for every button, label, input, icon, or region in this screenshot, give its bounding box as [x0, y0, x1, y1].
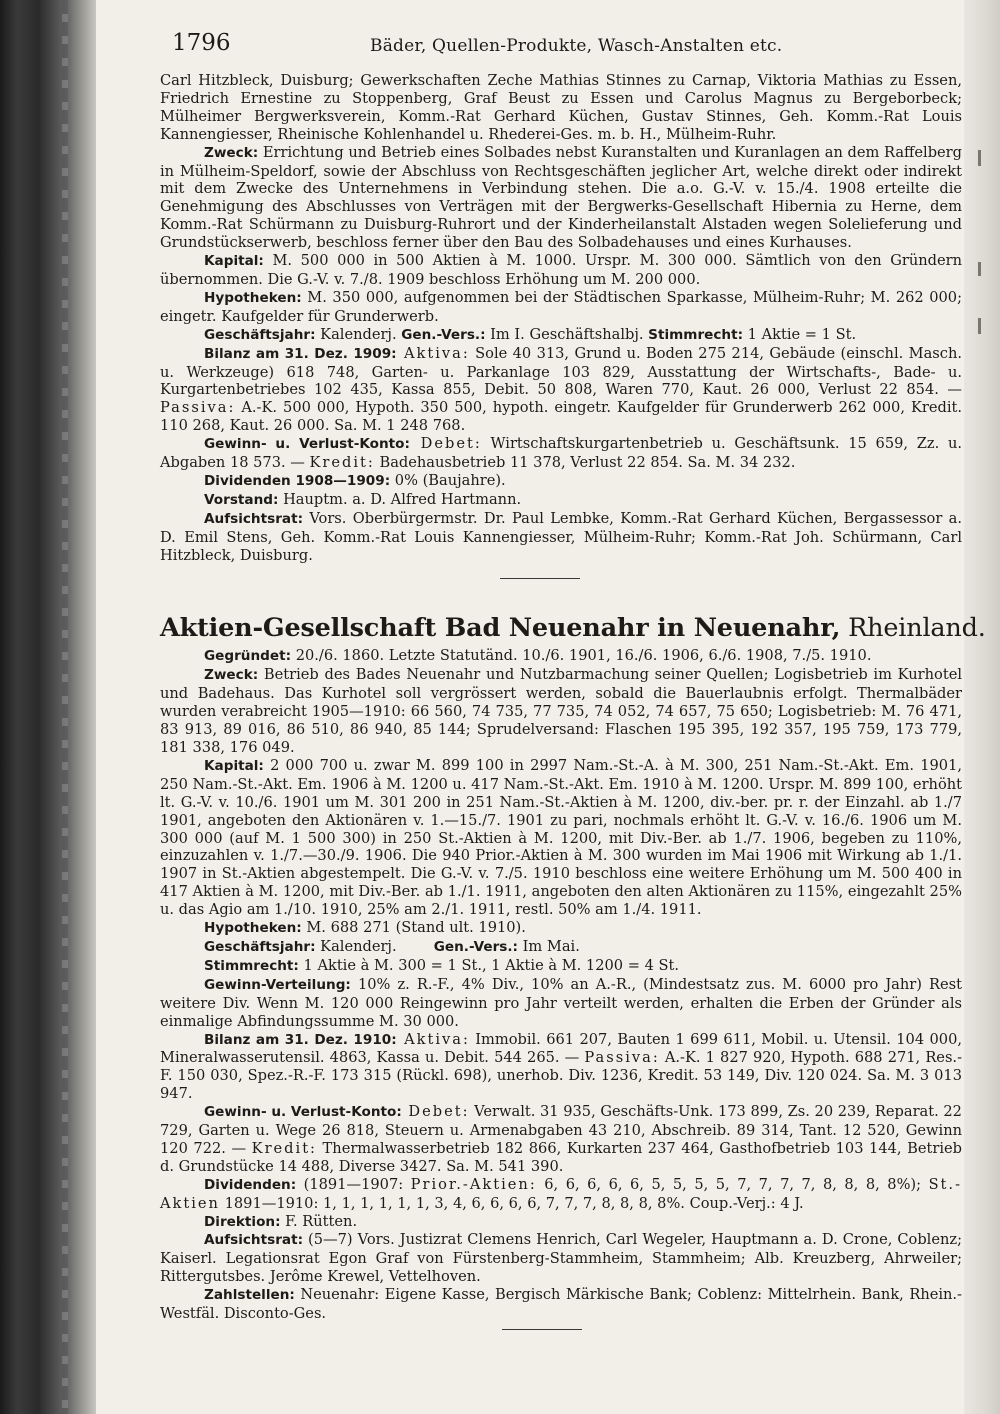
founders-list: Carl Hitzbleck, Duisburg; Gewerkschaften Zeche Mathias Stinnes zu Carnap, Viktoria Mathias zu Essen, Friedrich Ernestine zu Stoppenberg, Graf Beust zu Essen und Carolus Magnus zu Bergeborbeck; Mülheimer Bergwerksverein, Komm.-Rat Gerhard Küchen, Gustav Stinnes, Geh. Komm.-Rat Louis Kannengiesser, Rheinische Kohlenhandel u. Rhederei-Ges. m. b. H., Mülheim-Ruhr.	[160, 72, 962, 143]
label-gewinn-verlust: Gewinn- u. Verlust-Konto:	[204, 436, 410, 453]
section-aufsichtsrat	[160, 510, 962, 565]
text-stimmrecht: 1 Aktie = 1 St.	[743, 325, 857, 343]
label-gen-vers: Gen.-Vers.:	[401, 326, 486, 343]
label-kredit-2: Kredit:	[251, 1139, 317, 1157]
text-zahlstellen: Neuenahr: Eigene Kasse, Bergisch Märkische Bank; Coblenz: Mittelrhein. Bank, Rhein.-Westfäl. Disconto-Ges.	[160, 1286, 962, 1323]
label-stimmrecht: Stimmrecht:	[648, 326, 744, 343]
label-aufsichtsrat-2: Aufsichtsrat:	[204, 1232, 303, 1249]
end-separator-rule	[502, 1329, 582, 1330]
book-binding	[0, 0, 96, 1414]
label-prior-aktien: Prior.-Aktien:	[410, 1175, 537, 1193]
page-right-edge	[964, 0, 1000, 1414]
document-page	[160, 28, 986, 1388]
label-geschaeftsjahr-2: Geschäftsjahr:	[204, 938, 316, 955]
section-direktion	[160, 1213, 962, 1232]
label-passiva: Passiva:	[160, 399, 236, 417]
text-kredit-2: Thermalwasserbetrieb 182 866, Kurkarten 237 464, Gasthofbetrieb 103 144, Betrieb d. Grundstücke 14 488, Diverse 3427. Sa. M. 541 390.	[160, 1139, 962, 1175]
text-kapital-2: 2 000 700 u. zwar M. 899 100 in 2997 Nam.-St.-A. à M. 300, 251 Nam.-St.-Akt. Em. 1901, 250 Nam.-St.-Akt. Em. 1906 à M. 1200 u. 417 Nam.-St.-Akt. Em. 1910 à M. 1200. Urspr. M. 899 100, erhöht lt. G.-V. v. 10./6. 1901 um M. 301 200 in 251 Nam.-St.-Aktien à M. 1200, div.-ber. pr. r. der Einzahl. ab 1./7 1901, angeboten den Aktionären v. 1.—15./7. 1901 zu pari, nochmals erhöht lt. G.-V. v. 16./6. 1906 um M. 300 000 (auf M. 1 500 300) in 250 St.-Aktien à M. 1200, mit Div.-Ber. ab 1./7. 1906, begeben zu 110%, einzuzahlen v. 1./7.—30./9. 1906. Die 940 Prior.-Aktien à M. 300 wurden im Mai 1906 mit Wirkung ab 1./1. 1907 in St.-Aktien abgestempelt. Die G.-V. v. 7./5. 1910 beschloss eine weitere Erhöhung um M. 500 400 in 417 Aktien à M. 1200, mit Div.-Ber. ab 1./1. 1911, angeboten den alten Aktionären zu 115%, eingezahlt 25% u. das Agio am 1./10. 1910, 25% am 2./1. 1911, restl. 50% am 1./4. 1911.	[160, 756, 962, 919]
text-gewinn-verteilung: 10% z. R.-F., 4% Div., 10% an A.-R., (Mindestsatz zus. M. 6000 pro Jahr) Rest weitere Div. Wenn M. 120 000 Reingewinn pro Jahr verteilt werden, erhalten die Erben der Gründer als einmalige Abfindungssumme M. 30 000.	[160, 975, 962, 1030]
label-geschaeftsjahr: Geschäftsjahr:	[204, 326, 316, 343]
text-aufsichtsrat-2: (5—7) Vors. Justizrat Clemens Henrich, Carl Wegeler, Hauptmann a. D. Crone, Coblenz; Kaiserl. Legationsrat Egon Graf von Fürstenberg-Stammheim, Stammheim; Alb. Kreuzberg, Ahrweiler; Rittergutsbes. Jerôme Krewel, Vettelhoven.	[160, 1231, 962, 1286]
text-zweck-2: Betrieb des Bades Neuenahr und Nutzbarmachung seiner Quellen; Logisbetrieb im Kurhotel und Badehaus. Das Kurhotel soll vergrössert werden, sobald die Bauerlaubnis erfolgt. Thermalbäder wurden verabreicht 1905—1910: 66 560, 74 735, 77 735, 74 052, 74 657, 75 650; Logisbetrieb: M. 76 471, 83 913, 89 016, 86 510, 86 940, 85 144; Sprudelversand: Flaschen 195 395, 192 357, 195 759, 173 779, 181 338, 176 049.	[160, 666, 962, 756]
text-passiva-2: A.-K. 1 827 920, Hypoth. 688 271, Res.-F. 150 030, Spez.-R.-F. 173 315 (Rückl. 698), unerhob. Div. 1236, Kredit. 53 149, Div. 120 024. Sa. M. 3 013 947.	[160, 1049, 963, 1103]
label-gen-vers-2: Gen.-Vers.:	[433, 938, 518, 955]
text-zweck: Errichtung und Betrieb eines Solbades nebst Kuranstalten und Kuranlagen an dem Raffelberg in Mülheim-Speldorf, sowie der Abschluss von Rechtsgeschäften jeglicher Art, welche direkt oder indirekt mit dem Zwecke des Unternehmens in Verbindung stehen. Die a.o. G.-V. v. 15./4. 1908 erteilte die Genehmigung des Abschlusses von Verträgen mit der Bergwerks-Gesellschaft Hibernia zu Herne, dem Komm.-Rat Schürmann zu Duisburg-Ruhrort und der Kinderheilanstalt Alstaden wegen Solelieferung und Grundstückserwerb, beschloss ferner über den Bau des Solbadehauses und eines Kurhauses.	[160, 143, 962, 252]
label-kredit: Kredit:	[309, 454, 375, 472]
section-kapital-2	[160, 757, 962, 919]
text-stimmrecht-2: 1 Aktie à M. 300 = 1 St., 1 Aktie à M. 1200 = 4 St.	[298, 956, 679, 974]
label-bilanz-2: Bilanz am 31. Dez. 1910:	[204, 1031, 397, 1048]
section-kapital	[160, 252, 962, 289]
section-aufsichtsrat-2	[160, 1231, 962, 1286]
label-kapital-2: Kapital:	[204, 757, 264, 774]
label-gewinn-verlust-2: Gewinn- u. Verlust-Konto:	[204, 1104, 402, 1121]
label-stimmrecht-2: Stimmrecht:	[204, 957, 299, 974]
label-direktion: Direktion:	[204, 1213, 281, 1230]
label-dividenden: Dividenden 1908—1909:	[204, 472, 391, 489]
text-gegruendet: 20./6. 1860. Letzte Statutänd. 10./6. 1901, 16./6. 1906, 6./6. 1908, 7./5. 1910.	[291, 647, 872, 665]
text-aktiva: Sole 40 313, Grund u. Boden 275 214, Gebäude (einschl. Masch. u. Werkzeuge) 618 748, Garten- u. Parkanlage 103 829, Ausstattung der Wirtschafts-, Bade- u. Kurgartenbetriebes 102 435, Kassa 855, Debit. 50 808, Waren 770, Kaut. 26 000, Verlust 22 854. —	[160, 344, 962, 399]
section-bilanz-2	[160, 1031, 962, 1104]
label-st-aktien: St.-Aktien	[160, 1175, 962, 1212]
text-gen-vers-2: Im Mai.	[518, 937, 580, 955]
section-zweck-2	[160, 666, 962, 757]
text-dividenden-2a: (1891—1907:	[296, 1175, 411, 1193]
text-debet-2: Verwalt. 31 935, Geschäfts-Unk. 173 899, Zs. 20 239, Reparat. 22 729, Garten u. Wege 26 818, Steuern u. Armenabgaben 43 210, Abschreib. 89 314, Tant. 12 520, Gewinn 120 722. —	[160, 1103, 962, 1157]
section-dividenden-2	[160, 1176, 962, 1213]
section-gewinn-verlust-2	[160, 1103, 962, 1176]
label-kapital: Kapital:	[204, 253, 264, 270]
label-debet-2: Debet:	[401, 1103, 470, 1121]
label-debet: Debet:	[409, 435, 482, 453]
section-hypotheken	[160, 289, 962, 326]
text-hypotheken: M. 350 000, aufgenommen bei der Städtischen Sparkasse, Mülheim-Ruhr; M. 262 000; eingetr. Kaufgelder für Grunderwerb.	[160, 288, 962, 325]
text-direktion: F. Rütten.	[280, 1212, 358, 1230]
section-gewinn-verlust	[160, 435, 962, 472]
text-dividenden: 0% (Baujahre).	[390, 471, 506, 489]
section-vorstand	[160, 491, 962, 510]
label-dividenden-2: Dividenden:	[204, 1176, 297, 1193]
section-zweck	[160, 144, 962, 252]
section-geschaeftsjahr	[160, 326, 962, 345]
section-bilanz	[160, 345, 962, 436]
label-zahlstellen: Zahlstellen:	[204, 1287, 295, 1304]
company-location: Rheinland.	[840, 613, 986, 644]
text-dividenden-2c: 1891—1910: 1, 1, 1, 1, 1, 1, 3, 4, 6, 6, 6, 6, 7, 7, 7, 8, 8, 8, 8%. Coup.-Verj.: 4 J.	[219, 1194, 804, 1212]
label-hypotheken-2: Hypotheken:	[204, 920, 302, 937]
text-vorstand: Hauptm. a. D. Alfred Hartmann.	[278, 490, 522, 508]
section-zahlstellen	[160, 1286, 962, 1323]
section-dividenden	[160, 472, 962, 491]
text-kredit: Badehausbetrieb 11 378, Verlust 22 854. Sa. M. 34 232.	[374, 454, 796, 472]
label-vorstand: Vorstand:	[204, 491, 279, 508]
label-bilanz: Bilanz am 31. Dez. 1909:	[204, 345, 397, 362]
label-zweck: Zweck:	[204, 144, 259, 161]
separator-rule	[500, 578, 580, 579]
text-gen-vers: Im I. Geschäftshalbj.	[485, 325, 644, 343]
section-hypotheken-2	[160, 919, 962, 938]
text-aktiva-2: Immobil. 661 207, Bauten 1 699 611, Mobil. u. Utensil. 104 000, Mineralwasserutensil. 4863, Kassa u. Debit. 544 265. —	[160, 1030, 962, 1067]
text-aufsichtsrat: Vors. Oberbürgermstr. Dr. Paul Lembke, Komm.-Rat Gerhard Küchen, Bergassessor a. D. Emil Stens, Geh. Komm.-Rat Louis Kannengiesser, Mülheim-Ruhr; Komm.-Rat Joh. Schürmann, Carl Hitzbleck, Duisburg.	[160, 509, 962, 564]
running-head: Bäder, Quellen-Produkte, Wasch-Anstalten etc.	[370, 36, 783, 56]
text-kapital: M. 500 000 in 500 Aktien à M. 1000. Urspr. M. 300 000. Sämtlich von den Gründern übernommen. Die G.-V. v. 7./8. 1909 beschloss Erhöhung um M. 200 000.	[160, 252, 962, 288]
text-passiva: A.-K. 500 000, Hypoth. 350 500, hypoth. eingetr. Kaufgelder für Grunderwerb 262 000, Kredit. 110 268, Kaut. 26 000. Sa. M. 1 248 768.	[160, 399, 962, 435]
text-debet: Wirtschaftskurgartenbetrieb u. Geschäftsunk. 15 659, Zz. u. Abgaben 18 573. —	[160, 435, 962, 472]
label-gegruendet: Gegründet:	[204, 648, 292, 665]
section-stimmrecht-2	[160, 957, 962, 976]
label-hypotheken: Hypotheken:	[204, 289, 302, 306]
page-header	[160, 28, 962, 72]
label-passiva-2: Passiva:	[584, 1049, 660, 1067]
text-geschaeftsjahr-2: Kalenderj.	[315, 937, 397, 955]
section-gewinn-verteilung	[160, 976, 962, 1031]
page-number: 1796	[172, 30, 231, 56]
label-gewinn-verteilung: Gewinn-Verteilung:	[204, 976, 351, 993]
label-zweck-2: Zweck:	[204, 667, 259, 684]
label-aktiva: Aktiva:	[396, 344, 470, 362]
text-dividenden-2b: 6, 6, 6, 6, 6, 5, 5, 5, 5, 7, 7, 7, 7, 8, 8, 8, 8%);	[536, 1175, 929, 1193]
company-name: Aktien-Gesellschaft Bad Neuenahr in Neuenahr,	[160, 613, 841, 644]
text-geschaeftsjahr: Kalenderj.	[315, 325, 397, 343]
text-hypotheken-2: M. 688 271 (Stand ult. 1910).	[301, 919, 526, 937]
section-geschaeftsjahr-2	[160, 938, 962, 957]
label-aktiva-2: Aktiva:	[396, 1030, 470, 1048]
company-title	[160, 613, 986, 644]
label-aufsichtsrat: Aufsichtsrat:	[204, 510, 303, 527]
section-gegruendet	[160, 647, 962, 666]
